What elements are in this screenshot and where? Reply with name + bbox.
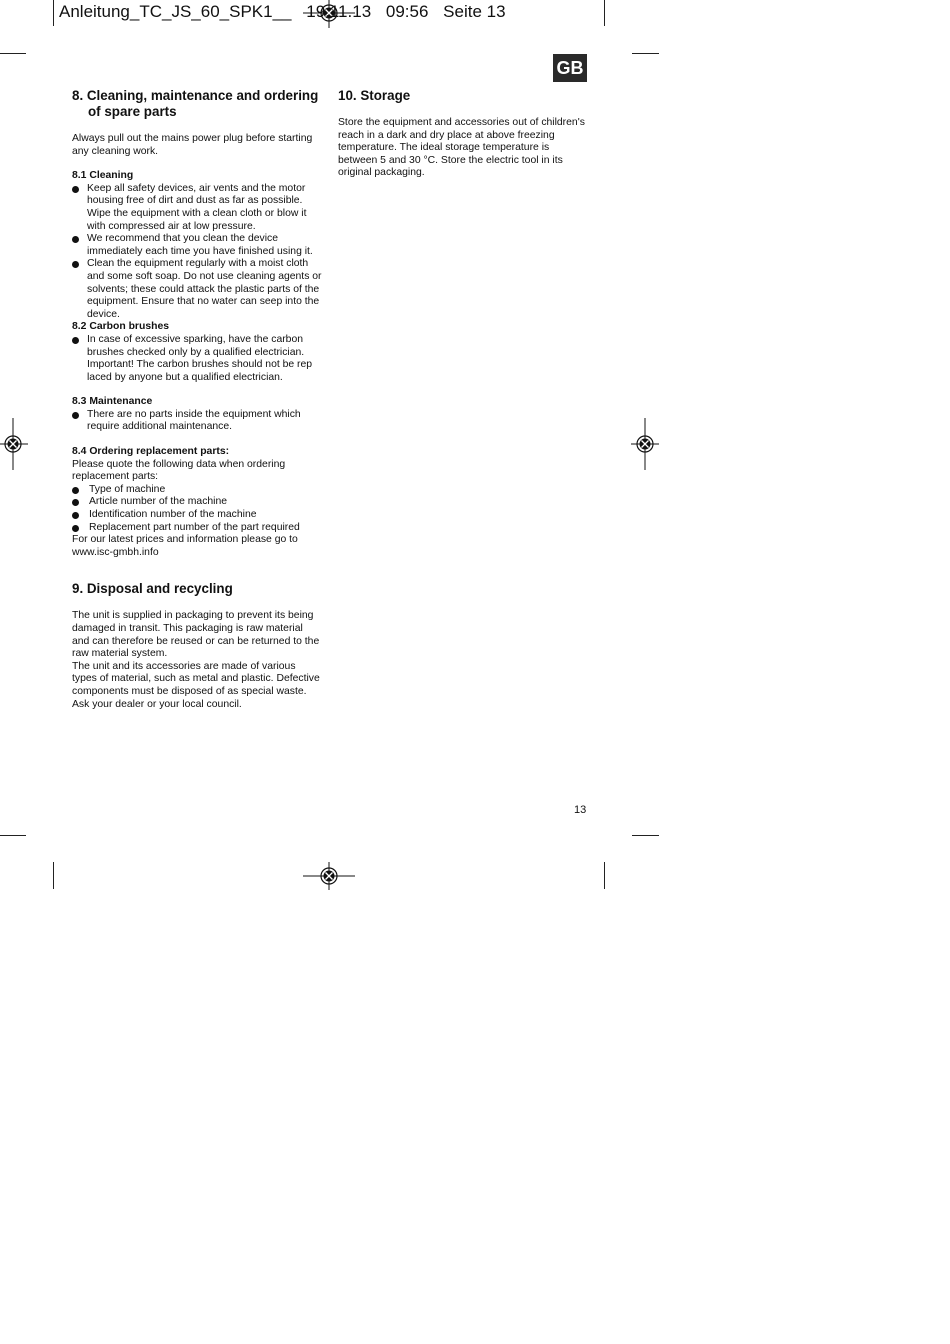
header-page-label: Seite 13 [443,2,506,21]
header-time: 09:56 [385,2,429,21]
list-item: Keep all safety devices, air vents and the motor housing free of dirt and dust as far as possible. Wipe the equipment with a clean cloth or blow it with compressed air at low pressure. [72,183,322,233]
crop-mark [53,0,54,26]
section-8-title: 8. Cleaning, maintenance and ordering of spare parts [72,88,319,119]
section-9-para-2: The unit and its accessories are made of various types of material, such as metal and plastic. Defective components must be disposed of as special waste. Ask your dealer or your local council. [72,660,320,710]
crop-mark [0,53,26,54]
maintenance-heading: 8.3 Maintenance [72,396,153,408]
print-header [59,2,516,22]
right-column [338,88,590,180]
list-item: We recommend that you clean the device immediately each time you have finished using it. [72,233,322,258]
ordering-heading: 8.4 Ordering replacement parts: [72,446,230,458]
carbon-brushes-heading: 8.2 Carbon brushes [72,321,170,333]
header-file: Anleitung_TC_JS_60_SPK1__ [59,2,292,21]
ordering-footer: For our latest prices and information please go to www.isc-gmbh.info [72,534,298,558]
page-number: 13 [574,804,587,816]
registration-mark-icon [631,418,659,470]
list-item: Replacement part number of the part required [72,522,322,535]
header-date: 19.11.13 [306,2,372,21]
language-badge: GB [553,54,587,82]
maintenance-list [72,409,322,434]
list-item: In case of excessive sparking, have the carbon brushes checked only by a qualified electrician. Important! The carbon brushes should not be rep laced by anyone but a qualified electrician. [72,334,322,384]
cleaning-heading: 8.1 Cleaning [72,170,134,182]
list-item: Clean the equipment regularly with a moist cloth and some soft soap. Do not use cleaning agents or solvents; these could attack the plastic parts of the equipment. Ensure that no water can seep into the device. [72,258,322,321]
list-item: Identification number of the machine [72,509,322,522]
crop-mark [604,862,605,889]
section-10-text: Store the equipment and accessories out of children's reach in a dark and dry place at above freezing temperature. The ideal storage temperature is between 5 and 30 °C. Store the electric tool in its original packaging. [338,117,585,179]
carbon-brushes-list [72,334,322,384]
list-item: There are no parts inside the equipment which require additional maintenance. [72,409,322,434]
crop-mark [0,835,26,836]
crop-mark [632,835,659,836]
ordering-intro: Please quote the following data when ordering replacement parts: [72,458,286,483]
list-item: Type of machine [72,484,322,497]
crop-mark [632,53,659,54]
section-8-intro: Always pull out the mains power plug before starting any cleaning work. [72,133,313,157]
left-column [72,88,322,711]
crop-mark [604,0,605,26]
ordering-list [72,484,322,534]
crop-mark [53,862,54,889]
section-10-title: 10. Storage [338,88,411,103]
registration-mark-icon [303,862,355,890]
section-9-para-1: The unit is supplied in packaging to prevent its being damaged in transit. This packaging is raw material and can therefore be reused or can be returned to the raw material system. [72,610,320,660]
section-9-title: 9. Disposal and recycling [72,581,233,597]
cleaning-list [72,183,322,322]
list-item: Article number of the machine [72,496,322,509]
registration-mark-icon [0,418,28,470]
